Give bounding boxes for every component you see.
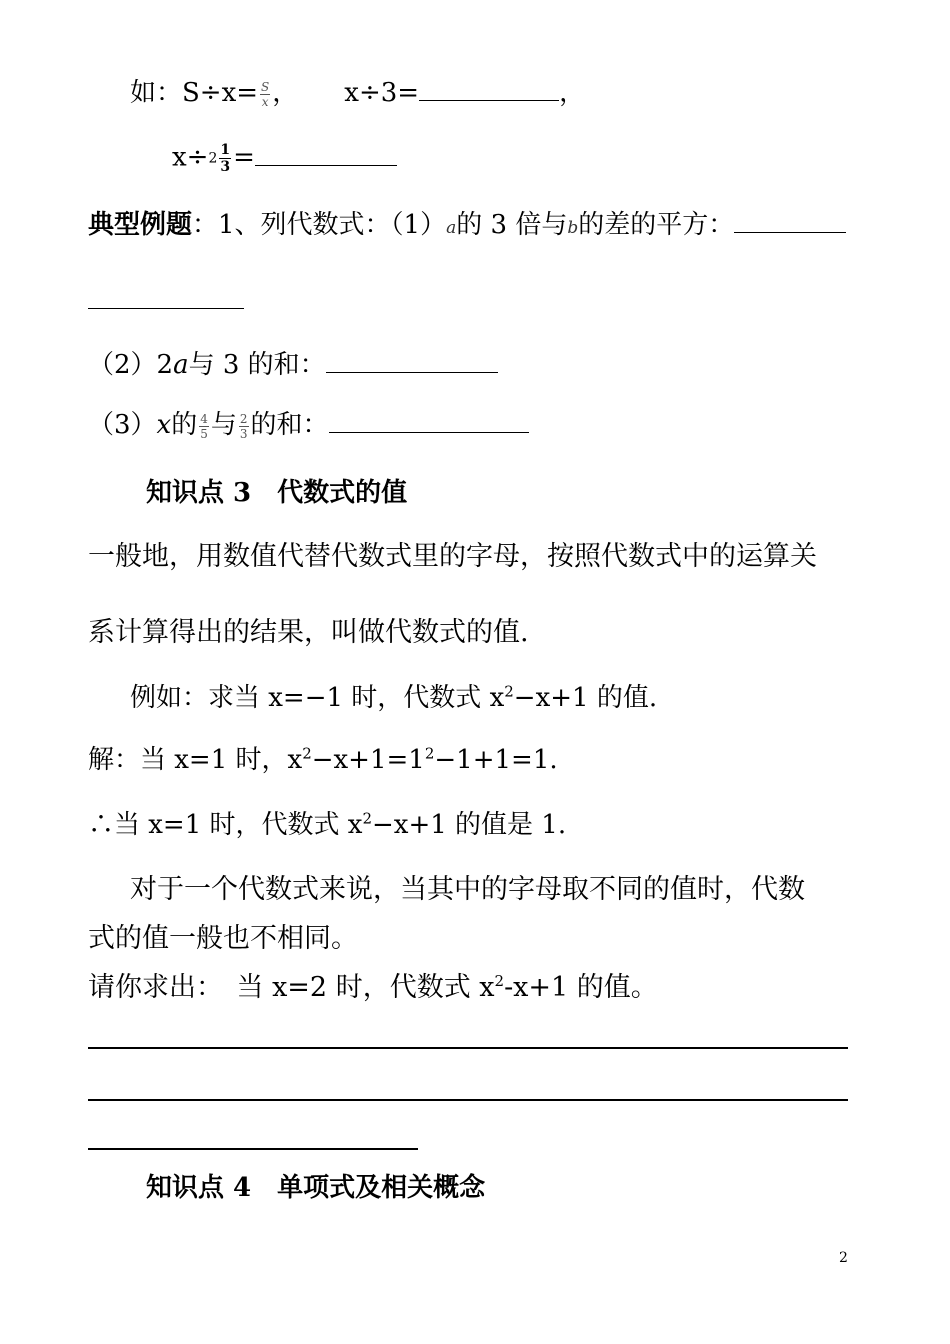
exercise-prompt-suffix: -x+1 的值。 [504, 972, 658, 1003]
fraction-numerator: 4 [200, 411, 208, 426]
fraction-one-third [219, 143, 231, 174]
solution-prefix: 解：当 x=1 时，x [88, 745, 303, 775]
separator: ， [272, 78, 299, 108]
exponent: 2 [504, 682, 514, 701]
worked-example-suffix: −x+1 的值. [513, 683, 658, 713]
fraction-two-thirds [239, 413, 249, 440]
division-expr-2: x÷3= [344, 78, 420, 108]
conclusion-line [88, 809, 567, 840]
exponent: 2 [302, 744, 312, 763]
typical-example-mid1: 的 3 倍与 [456, 210, 568, 240]
exercise-prompt-line [88, 974, 658, 1001]
fraction-numerator: 2 [239, 411, 248, 426]
item-3-de: 的 [171, 410, 198, 440]
equals: = [233, 142, 255, 173]
solution-suffix: −1+1=1. [434, 745, 558, 775]
definition-line-1: 一般地，用数值代替代数式里的字母，按照代数式中的运算关 [88, 541, 817, 572]
example-line-division [130, 80, 585, 108]
exercise-prompt-prefix: 请你求出： 当 x=2 时，代数式 x [88, 972, 495, 1003]
typical-example-intro: ：1、列代数式：（1） [192, 210, 447, 240]
fraction-denominator: 5 [200, 426, 208, 441]
division-prefix: 如：S÷x= [130, 78, 259, 108]
variable-a: a [446, 218, 457, 238]
variable-a: a [173, 350, 189, 380]
answer-blank-3b[interactable] [88, 282, 244, 309]
variable-x: x [156, 410, 172, 440]
typical-example-label: 典型例题 [88, 210, 193, 240]
answer-blank-5[interactable] [329, 432, 529, 433]
remark-line-1: 对于一个代数式来说，当其中的字母取不同的值时，代数 [130, 874, 805, 905]
answer-blank-4[interactable] [326, 372, 498, 373]
mixed-integer: 2 [208, 150, 218, 167]
exponent: 2 [424, 744, 435, 763]
solution-line [88, 744, 558, 775]
definition-line-2: 系计算得出的结果，叫做代数式的值. [88, 617, 529, 648]
conclusion-suffix: −x+1 的值是 1. [372, 810, 567, 840]
worked-example-line [130, 682, 658, 713]
item-2-line [88, 352, 498, 378]
fraction-denominator: 3 [220, 159, 231, 175]
item-3-prefix: （3） [88, 410, 157, 440]
answer-blank-3a[interactable] [734, 232, 846, 233]
variable-b: b [567, 218, 579, 238]
section-heading-4: 知识点 4 单项式及相关概念 [146, 1173, 486, 1203]
typical-example-line [88, 212, 846, 238]
item-3-suffix: 的和： [250, 410, 329, 440]
section-heading-3: 知识点 3 代数式的值 [146, 478, 408, 508]
fraction-numerator: 1 [220, 142, 231, 158]
worked-example-prefix: 例如：求当 x=−1 时，代数式 x [130, 683, 505, 713]
fraction-denominator: x [261, 94, 269, 109]
exponent: 2 [362, 809, 372, 828]
answer-rule-3[interactable] [88, 1148, 418, 1150]
exponent: 2 [494, 972, 505, 990]
mixed-prefix: x÷ [172, 142, 209, 173]
remark-line-2: 式的值一般也不相同。 [88, 923, 358, 954]
answer-blank-1[interactable] [419, 100, 559, 101]
fraction-numerator: S [261, 79, 270, 94]
conclusion-prefix: ∴当 x=1 时，代数式 x [88, 810, 363, 840]
solution-mid: −x+1=1 [311, 745, 425, 775]
answer-blank-2[interactable] [255, 165, 397, 166]
item-2-suffix: 与 3 的和： [188, 350, 326, 380]
page-number: 2 [839, 1250, 848, 1266]
answer-rule-1[interactable] [88, 1047, 848, 1049]
answer-blank-3b-line [88, 282, 244, 314]
answer-rule-2[interactable] [88, 1099, 848, 1101]
fraction-four-fifths [199, 413, 209, 440]
example-line-mixed-fraction [172, 143, 397, 174]
typical-example-mid2: 的差的平方： [578, 210, 735, 240]
item-3-line [88, 412, 529, 440]
item-3-yu: 与 [210, 410, 237, 440]
fraction-s-over-x [260, 81, 270, 108]
item-2-prefix: （2）2 [88, 350, 174, 380]
fraction-denominator: 3 [239, 426, 248, 441]
separator-end: ， [559, 78, 586, 108]
